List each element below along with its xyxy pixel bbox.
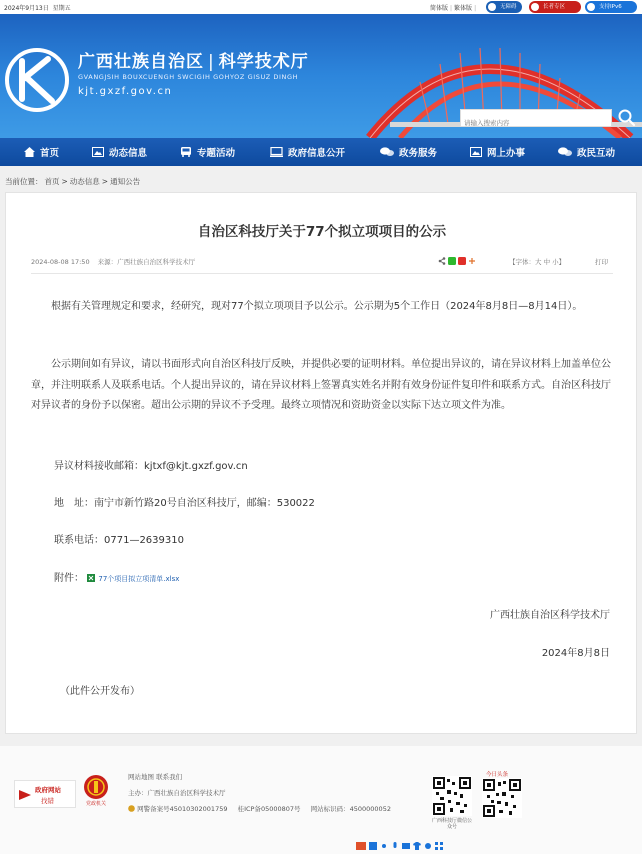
shirt-icon[interactable]: [413, 842, 421, 850]
date-text: 2024年9月13日 星期五: [4, 5, 71, 12]
accessibility-button[interactable]: 无障碍: [486, 1, 522, 13]
globe-icon: [587, 3, 595, 11]
accessibility-toolbar: [356, 842, 443, 850]
nav-home[interactable]: 首页: [24, 138, 59, 166]
version-links: 简体版 | 繁体版 |: [430, 5, 477, 12]
ipv6-badge: 支持IPv6: [585, 1, 637, 13]
mic-icon[interactable]: [391, 842, 399, 850]
qr-code-toutiao: [482, 778, 522, 818]
top-bar: [0, 0, 642, 14]
wheelchair-icon: [488, 3, 496, 11]
footer-registration: [128, 804, 399, 813]
qr-code-wechat: [432, 776, 472, 816]
bus-icon: [180, 147, 192, 157]
font-size-control[interactable]: 【字体：大 中 小】: [509, 258, 566, 266]
icp-record[interactable]: 桂ICP备05000807号: [237, 805, 301, 813]
police-record[interactable]: 网警备案号45010302001759: [137, 805, 228, 813]
contact-phone: 联系电话：0771—2639310: [54, 535, 184, 546]
language-icon[interactable]: [369, 842, 377, 850]
image-icon: [470, 147, 482, 157]
image-icon: [92, 147, 104, 157]
main-nav: [0, 138, 642, 166]
home-icon: [24, 147, 35, 157]
search-box: [460, 109, 612, 127]
police-icon: [128, 805, 135, 812]
article-panel: [5, 192, 637, 734]
weibo-icon[interactable]: [458, 257, 466, 265]
grid-icon[interactable]: [435, 842, 443, 850]
breadcrumb: 当前位置： 首页 > 动态信息 > 通知公告: [5, 177, 141, 186]
footer-links[interactable]: 网站地图 联系我们: [128, 773, 183, 781]
nav-online[interactable]: 网上办事: [470, 138, 525, 166]
crumb-home[interactable]: 首页: [44, 177, 60, 186]
qr-wechat-label: 广西科技厅微信公众号: [431, 818, 472, 830]
nav-topics[interactable]: 专题活动: [180, 138, 235, 166]
crumb-notices[interactable]: 通知公告: [110, 177, 141, 186]
nav-interaction[interactable]: 政民互动: [558, 138, 615, 166]
svg-text:党政机关: 党政机关: [85, 801, 107, 806]
footer: [0, 746, 642, 854]
article-paragraph-1: 根据有关管理规定和要求，经研究，现对77个拟立项项目予以公示。公示期为5个工作日（2024年8月8日—8月14日）。: [51, 301, 583, 312]
article-title: 自治区科技厅关于77个拟立项项目的公示: [197, 224, 447, 240]
publish-note: （此件公开发布）: [60, 686, 140, 697]
publish-datetime: 2024-08-08 17:50: [31, 258, 90, 266]
site-code: 网站标识码：4500000052: [310, 805, 391, 813]
nav-services[interactable]: 政务服务: [380, 138, 437, 166]
header-banner: [0, 14, 642, 138]
nav-news[interactable]: 动态信息: [92, 138, 147, 166]
sign-date: 2024年8月8日: [541, 648, 610, 659]
share-icon[interactable]: [438, 257, 446, 265]
gear-icon[interactable]: [424, 842, 432, 850]
dot-icon[interactable]: [380, 842, 388, 850]
search-input[interactable]: [461, 115, 611, 131]
site-logo-icon: [4, 47, 70, 113]
wechat-icon[interactable]: [448, 257, 456, 265]
gov-badge-icon: [18, 788, 32, 802]
party-gov-badge-icon[interactable]: [82, 774, 110, 806]
simplified-link[interactable]: 简体版: [430, 5, 449, 12]
site-url: kjt.gxzf.gov.cn: [78, 86, 173, 97]
keyboard-icon[interactable]: [402, 842, 410, 850]
logo-s-icon[interactable]: [356, 842, 366, 850]
crumb-news[interactable]: 动态信息: [69, 177, 100, 186]
traditional-link[interactable]: 繁体版: [454, 5, 473, 12]
contact-address: 地 址：南宁市新竹路20号自治区科技厅，邮编：530022: [54, 498, 315, 509]
toutiao-label: 今日头条: [486, 772, 509, 778]
elder-zone-button[interactable]: 长者专区: [529, 1, 581, 13]
article-paragraph-2: 公示期间如有异议，请以书面形式向自治区科技厅反映，并提供必要的证明材料。单位提出异议的，请在异议材料上加盖单位公章，并注明联系人及联系电话。个人提出异议的，请在异议材料上签署真实姓名并附有效身份证件复印件和联系方式。自治区科技厅对异议者的身份予以保密。超出公示期的异议不予受理。最终立项情况和资助资金以实际下达立项文件为准。: [31, 359, 611, 411]
search-icon[interactable]: [617, 108, 637, 128]
share-bar: [438, 257, 476, 265]
article-meta: [31, 257, 195, 266]
contact-email: 异议材料接收邮箱：kjtxf@kjt.gxzf.gov.cn: [54, 461, 248, 472]
chat-icon: [380, 147, 394, 157]
attachment-link[interactable]: 77个项目拟立项清单.xlsx: [98, 575, 180, 583]
more-share-icon[interactable]: [468, 257, 476, 265]
print-button[interactable]: 打印: [595, 258, 608, 266]
gov-error-badge[interactable]: 政府网站 找错: [14, 780, 76, 808]
meta-divider: [31, 273, 613, 274]
chat-icon: [558, 147, 572, 157]
footer-host: 主办：广西壮族自治区科学技术厅: [128, 789, 226, 797]
site-subtitle: GVANGJSIH BOUXCUENGH SWCIGIH GOHYOZ GISUZ DINGH: [78, 73, 299, 81]
signature: 广西壮族自治区科学技术厅: [490, 610, 610, 621]
elder-icon: [531, 3, 539, 11]
article-source: 来源：广西壮族自治区科学技术厅: [97, 258, 196, 266]
attachment-row: 附件： 77个项目拟立项清单.xlsx: [54, 573, 180, 584]
excel-file-icon: [87, 574, 95, 582]
monitor-icon: [270, 147, 283, 157]
site-title: 广西壮族自治区 | 科学技术厅: [78, 52, 309, 72]
nav-gov-info[interactable]: 政府信息公开: [270, 138, 345, 166]
